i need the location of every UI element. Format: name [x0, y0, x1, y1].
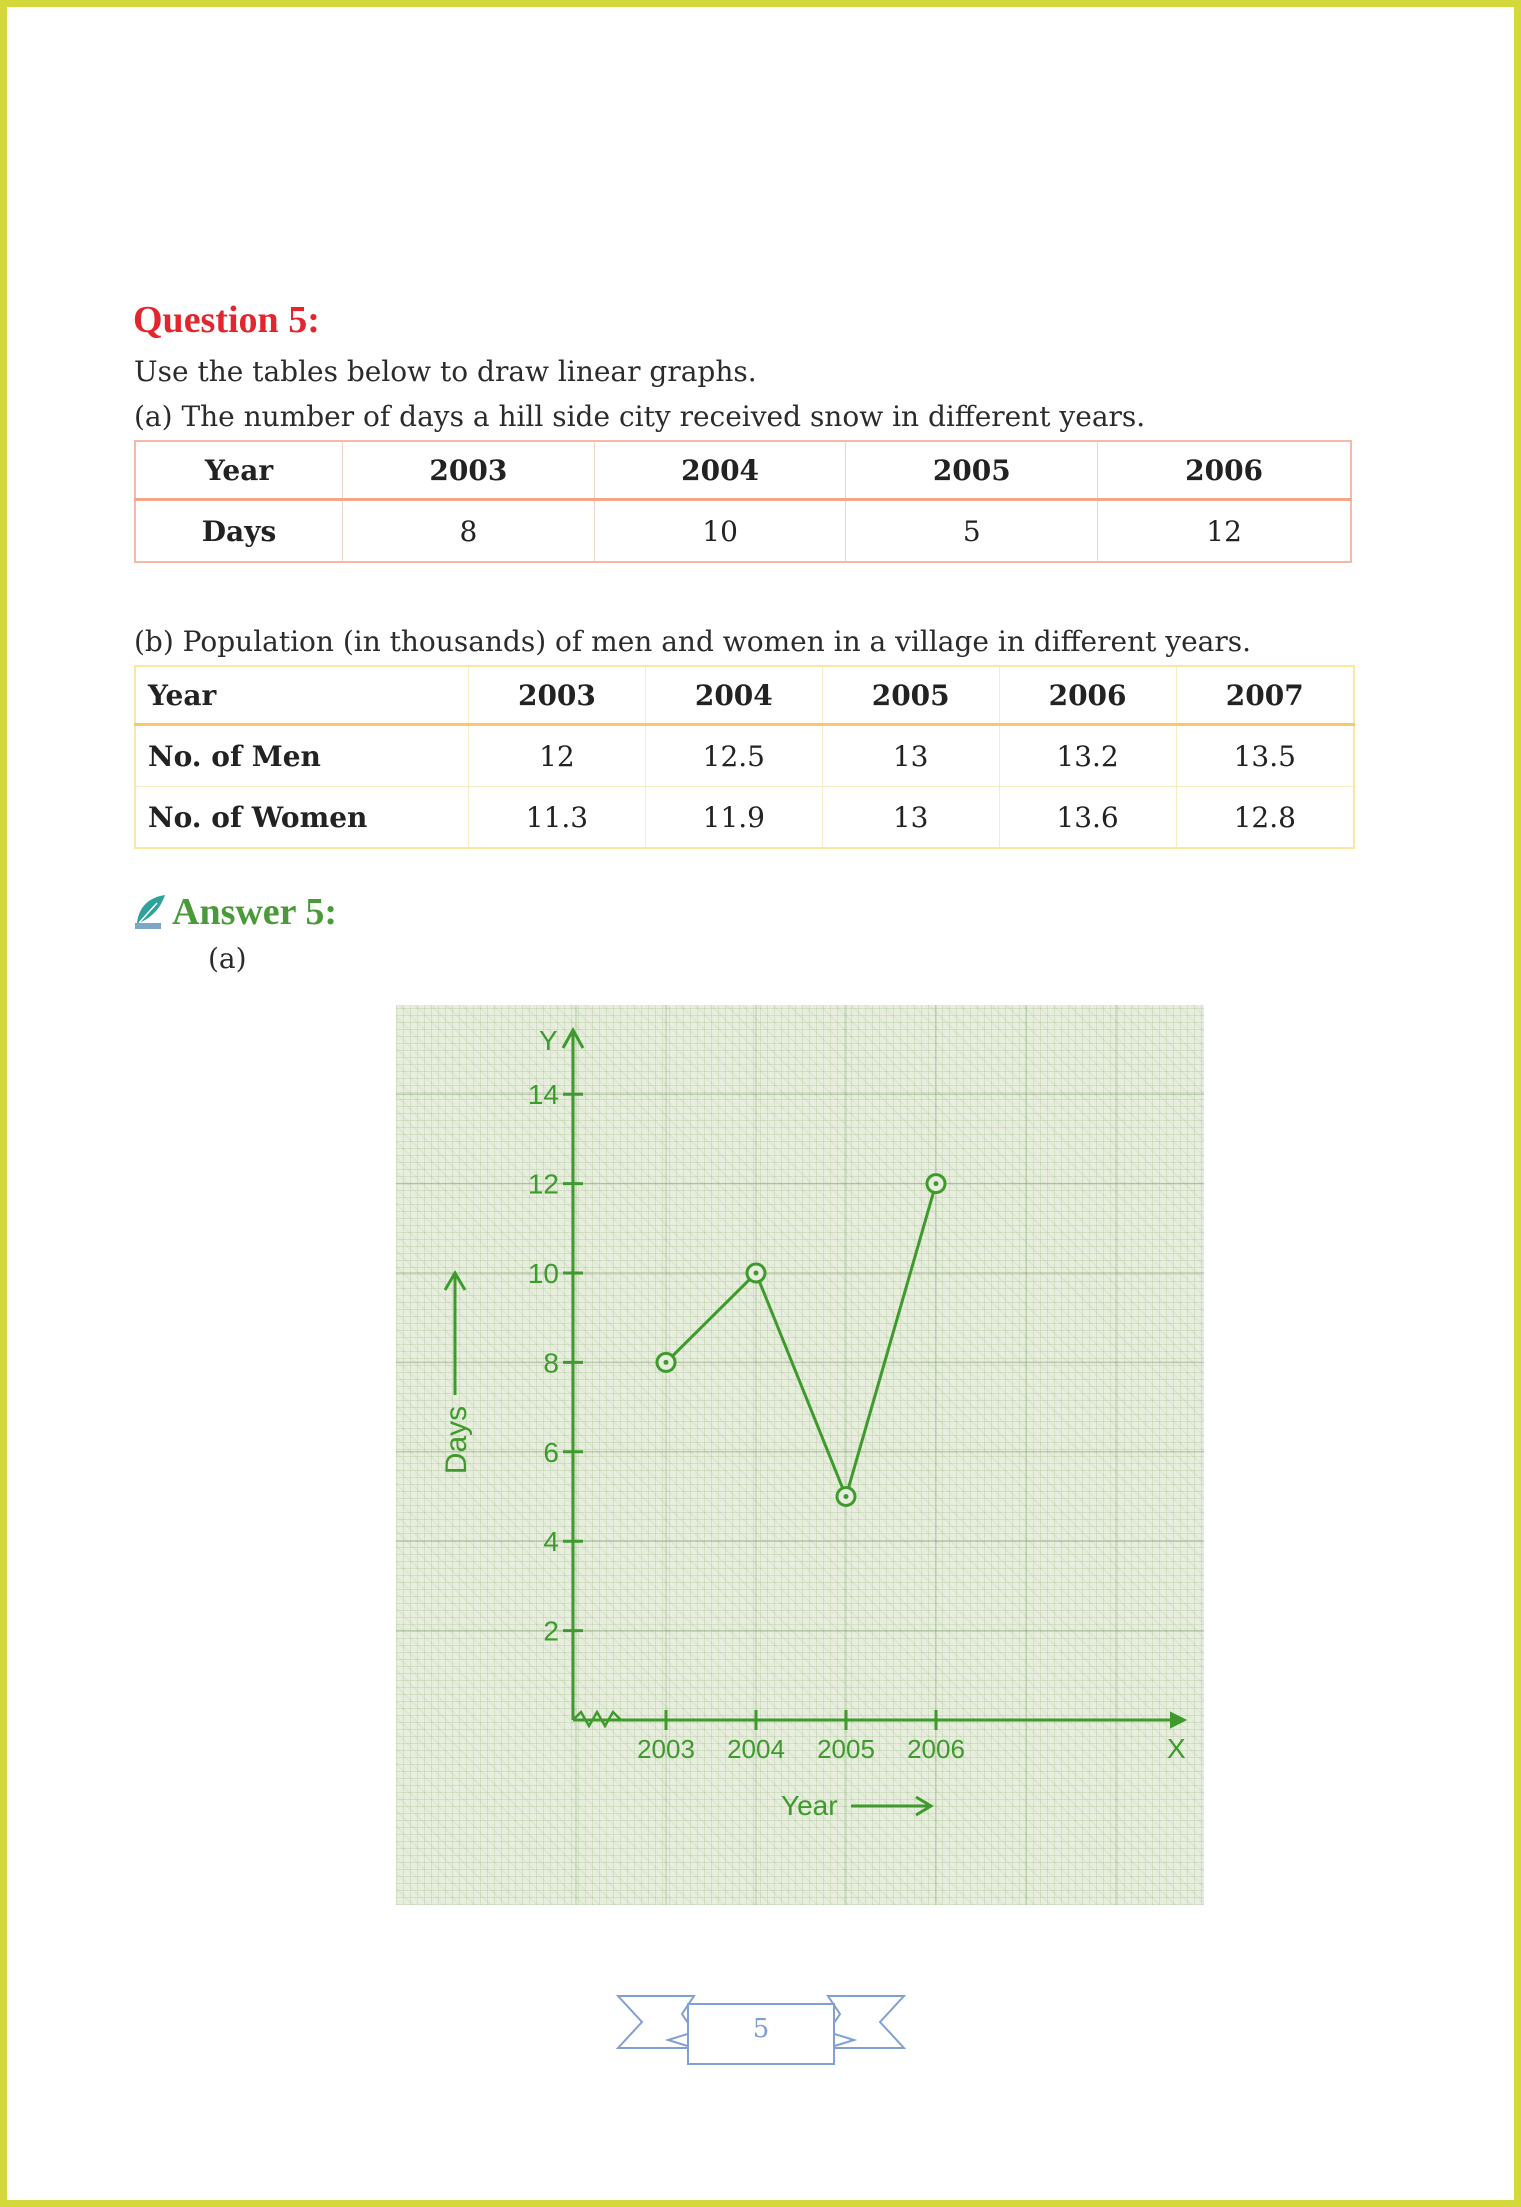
- table-cell: 12.5: [645, 725, 822, 787]
- part-a-text: (a) The number of days a hill side city received snow in different years.: [134, 400, 1146, 433]
- table-cell: 5: [846, 500, 1098, 563]
- table-cell: 13: [822, 787, 999, 849]
- table-cell: 11.9: [645, 787, 822, 849]
- table-cell: No. of Women: [148, 800, 368, 834]
- table-header-cell: 2006: [999, 666, 1176, 725]
- table-cell: No. of Men: [135, 725, 469, 787]
- y-tick-label: 14: [527, 1079, 559, 1111]
- table-cell: 12: [469, 725, 646, 787]
- y-tick-label: 2: [543, 1615, 559, 1647]
- answer-title: Answer 5:: [172, 891, 338, 933]
- table-cell: 13.6: [999, 787, 1176, 849]
- x-axis-arrow: [1171, 1713, 1185, 1727]
- table-cell: 13.2: [999, 725, 1176, 787]
- y-tick-label: 4: [543, 1526, 559, 1558]
- y-tick-label: 10: [527, 1258, 559, 1289]
- table-header-cell: 2005: [846, 441, 1098, 500]
- table-row: [135, 787, 1354, 849]
- table-header-cell: 2004: [594, 441, 846, 500]
- table-row: [135, 725, 1354, 787]
- table-header-cell: Year: [135, 441, 343, 500]
- data-point-center: [754, 1271, 759, 1276]
- x-tick-label: 2006: [907, 1734, 965, 1764]
- table-cell: 11.3: [469, 787, 646, 849]
- table-cell: Days: [201, 514, 277, 548]
- y-tick-label: 8: [543, 1347, 559, 1379]
- table-header-row: [135, 666, 1354, 725]
- series-line: [666, 1184, 936, 1497]
- x-axis-title: Year: [781, 1790, 838, 1821]
- table-header-cell: Year: [135, 666, 469, 725]
- x-tick-label: 2005: [817, 1734, 875, 1764]
- page-number: 5: [752, 2014, 770, 2044]
- data-point-center: [844, 1494, 849, 1499]
- table-header-row: [135, 441, 1351, 500]
- data-point-center: [664, 1360, 669, 1365]
- table-cell: 12.8: [1176, 787, 1354, 849]
- table-header-cell: 2005: [822, 666, 999, 725]
- population-table: [134, 665, 1355, 849]
- part-b-text: (b) Population (in thousands) of men and women in a village in different years.: [134, 625, 1252, 658]
- table-cell: 8: [343, 500, 595, 563]
- y-tick-label: 6: [543, 1436, 559, 1468]
- table-header-cell: 2003: [469, 666, 646, 725]
- question-title: Question 5:: [133, 299, 320, 341]
- data-point-center: [934, 1181, 939, 1186]
- table-header-cell: 2004: [645, 666, 822, 725]
- table-row: [135, 500, 1351, 563]
- snow-days-table: [134, 440, 1352, 563]
- answer-leaf-icon: [133, 893, 167, 931]
- x-tick-label: 2003: [637, 1734, 695, 1764]
- line-chart: [396, 1005, 1204, 1905]
- table-cell: 13: [822, 725, 999, 787]
- table-header-cell: 2003: [343, 441, 595, 500]
- table-cell: 12: [1098, 500, 1351, 563]
- page-number-banner: [616, 1990, 906, 2070]
- answer-part-label: (a): [208, 942, 247, 975]
- y-tick-label: 12: [527, 1168, 559, 1200]
- x-axis-letter: X: [1167, 1733, 1186, 1764]
- y-axis-title: Days: [440, 1405, 473, 1475]
- x-tick-label: 2004: [727, 1734, 785, 1764]
- question-intro: Use the tables below to draw linear graphs.: [134, 355, 757, 388]
- table-cell: 10: [594, 500, 846, 563]
- table-cell: 13.5: [1176, 725, 1354, 787]
- y-axis-letter: Y: [539, 1025, 558, 1056]
- table-header-cell: 2007: [1176, 666, 1354, 725]
- table-header-cell: 2006: [1098, 441, 1351, 500]
- snow-days-graph: [396, 1005, 1204, 1905]
